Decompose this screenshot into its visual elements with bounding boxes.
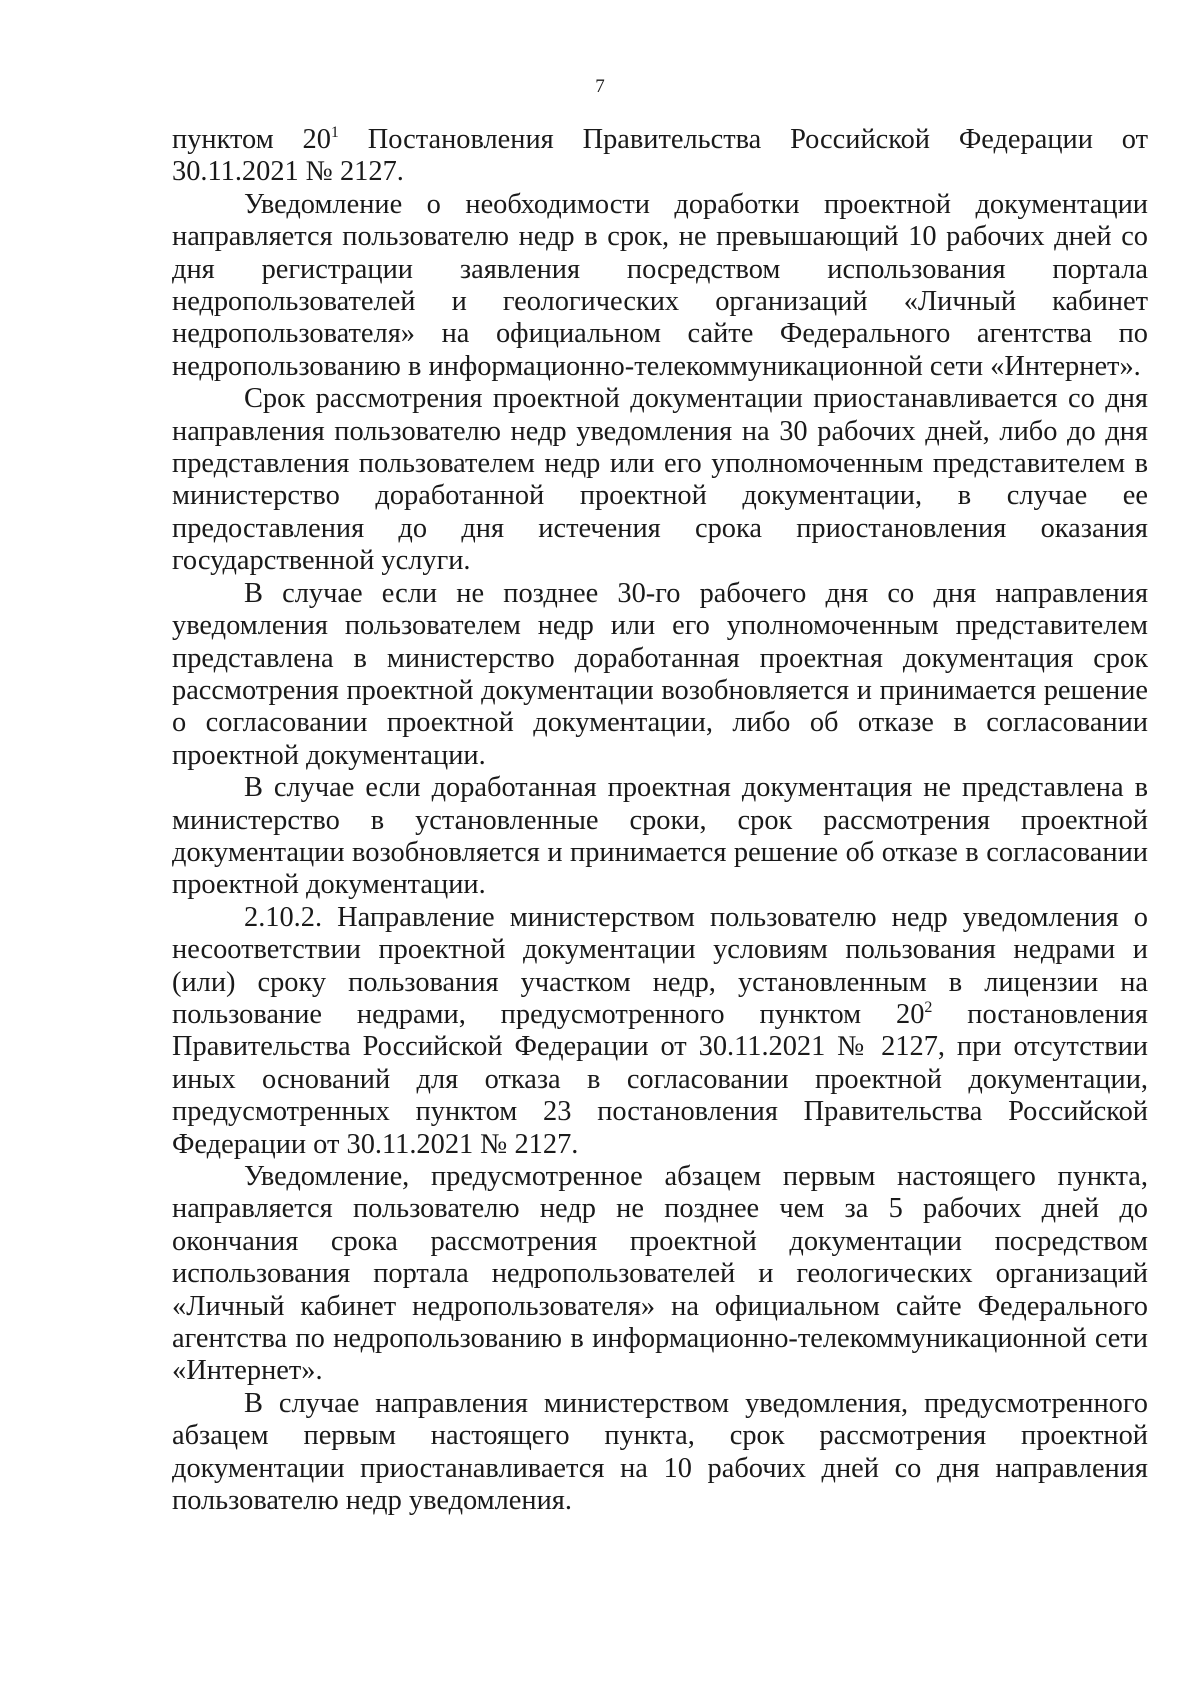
- paragraph-clause-2-10-2: [172, 902, 1148, 1161]
- paragraph: Срок рассмотрения проектной документации приостанавливается со дня направления пользователю недр уведомления на 30 рабочих дней, либо до дня представления пользователем недр или его уполномоченным представителем в министерство доработанной проектной документации, в случае ее предоставления до дня истечения срока приостановления оказания государственной услуги.: [172, 383, 1148, 577]
- superscript: 2: [924, 998, 933, 1016]
- paragraph-text: Постановления Правительства Российской Федерации от 30.11.2021 № 2127.: [172, 124, 1148, 188]
- paragraph: В случае направления министерством уведомления, предусмотренного абзацем первым настоящего пункта, срок рассмотрения проектной документации приостанавливается на 10 рабочих дней со дня направления пользователю недр уведомления.: [172, 1387, 1148, 1517]
- paragraph-continuation: [172, 124, 1148, 189]
- document-body: [172, 124, 1148, 1517]
- paragraph: Уведомление, предусмотренное абзацем первым настоящего пункта, направляется пользователю недр не позднее чем за 5 рабочих дней до окончания срока рассмотрения проектной документации посредством использования портала недропользователей и геологических организаций «Личный кабинет недропользователя» на официальном сайте Федерального агентства по недропользованию в информационно-телекоммуникационной сети «Интернет».: [172, 1161, 1148, 1387]
- paragraph-text: пунктом 20: [172, 124, 331, 155]
- paragraph-text: постановления Правительства Российской Федерации от 30.11.2021 № 2127, при отсутствии иных оснований для отказа в согласовании проектной документации, предусмотренных пунктом 23 постановления Правительства Российской Федерации от 30.11.2021 № 2127.: [172, 998, 1148, 1160]
- paragraph-text: 2.10.2. Направление министерством пользователю недр уведомления о несоответствии проектной документации условиям пользования недрами и (или) сроку пользования участком недр, установленным в лицензии на пользование недрами, предусмотренного пунктом 20: [172, 901, 1148, 1030]
- paragraph: В случае если доработанная проектная документация не представлена в министерство в установленные сроки, срок рассмотрения проектной документации возобновляется и принимается решение об отказе в согласовании проектной документации.: [172, 772, 1148, 901]
- paragraph: Уведомление о необходимости доработки проектной документации направляется пользователю недр в срок, не превышающий 10 рабочих дней со дня регистрации заявления посредством использования портала недропользователей и геологических организаций «Личный кабинет недропользователя» на официальном сайте Федерального агентства по недропользованию в информационно-телекоммуникационной сети «Интернет».: [172, 188, 1148, 382]
- superscript: 1: [330, 124, 339, 141]
- page-number: 7: [595, 76, 605, 97]
- paragraph: В случае если не позднее 30-го рабочего дня со дня направления уведомления пользователем недр или его уполномоченным представителем представлена в министерство доработанная проектная документация срок рассмотрения проектной документации возобновляется и принимается решение о согласовании проектной документации, либо об отказе в согласовании проектной документации.: [172, 577, 1148, 771]
